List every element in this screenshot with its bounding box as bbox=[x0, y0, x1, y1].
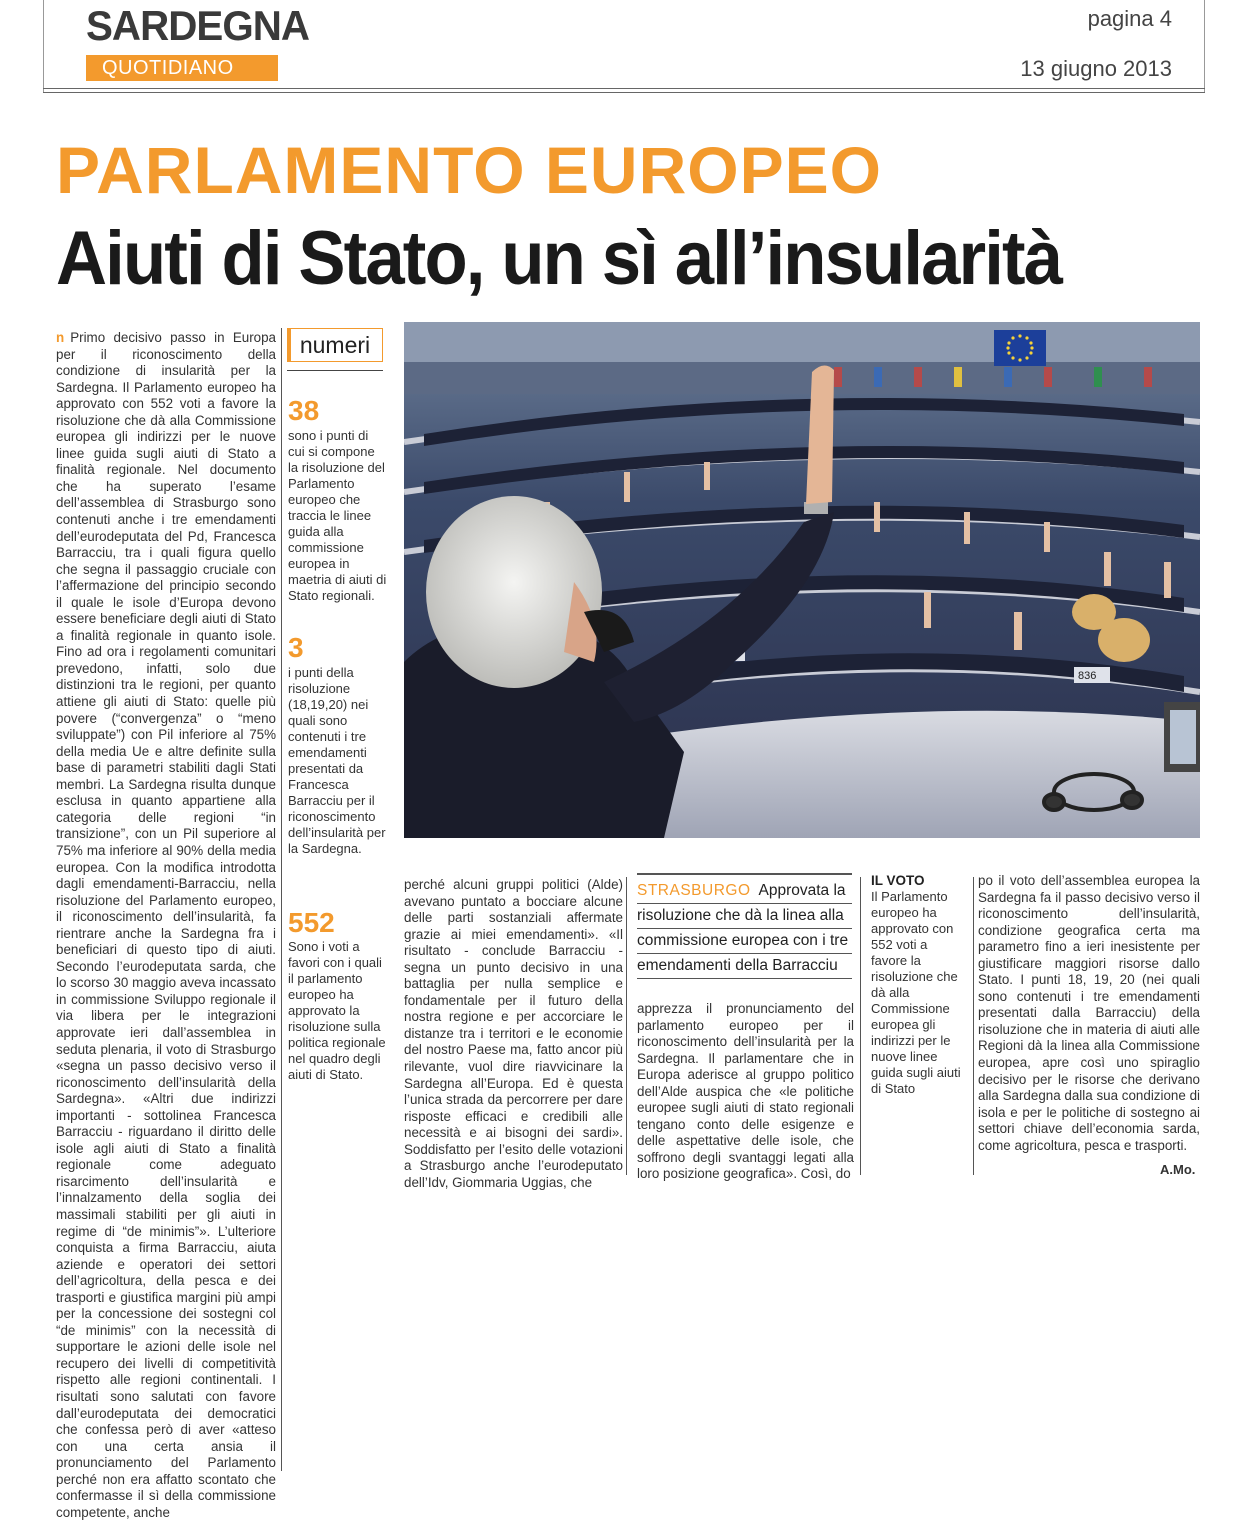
numeri-value-1: 38 bbox=[288, 395, 320, 426]
il-voto-title: IL VOTO bbox=[871, 873, 925, 888]
column-6-text: po il voto dell’assemblea europea la Sardegna fa il passo decisivo verso il riconoscimento dell’insularità, condizione geografica certa ma parametro fino a ieri inesistente per giustificare maggiori risorse dallo Stato. I punti 18, 19, 20 (nei quali sono contenuti i tre emendamenti presentati dalla Barracciu) della risoluzione che in materia di aiuti alle Regioni dà la linea alla Commissione europea, apre così uno spiraglio decisivo per le risorse che derivano alla Sardegna dalla sua condizione di isola e per le politiche di sostegno ai settori chiave dell’economia sarda, come agricoltura, pesca e trasporti. bbox=[978, 873, 1200, 1153]
issue-date: 13 giugno 2013 bbox=[1020, 56, 1172, 81]
newspaper-logo-sub: QUOTIDIANO bbox=[86, 55, 278, 81]
caption-text: Approvata la bbox=[758, 882, 846, 899]
photo-caption bbox=[637, 873, 852, 979]
newspaper-logo: SARDEGNA bbox=[86, 2, 310, 49]
column-1-text: Primo decisivo passo in Europa per il riconoscimento della condizione di insularità per la Sardegna. Il Parlamento europeo ha approvato con 552 voti a favore la risoluzione che dà alla Commissione europea gli indirizzi per le nuove linee guida sugli aiuti di Stato a finalità regionale. Nel documento che ha superato l’esame dell’assemblea di Strasburgo sono contenuti anche i tre emendamenti dell’eurodeputata del Pd, Francesca Barracciu, tra i quali figura quello che segna il passaggio cruciale con l’affermazione del principio secondo il quale le isole d’Europa devono essere beneficiare degli aiuti di Stato a finalità regionale in quanto isole. Fino ad ora i regolamenti comunitari prevedono, infatti, solo due distinzioni tra le regioni, per quanto attiene gli aiuti di Stato: quelle più povere (“convergenza” o “meno sviluppate”) con Pil inferiore al 75% della media Ue e altre definite sulla base di parametri stabiliti dagli Stati membri. La Sardegna risulta dunque esclusa in quanto appartiene alla categoria delle regioni “in transizione”, con un Pil superiore al 75% ma inferiore al 90% della media europea. Con la modifica introdotta dagli emendamenti-Barracciu, nella risoluzione del Parlamento europeo, il riconoscimento dell’insularità, fa rientrare anche la Sardegna fra i beneficiari di questo tipo di aiuti. Secondo l’eurodeputata sarda, che lo scorso 30 maggio aveva incassato in commissione Sviluppo regionale il via libera per le integrazioni approvate ieri dall’assemblea in seduta plenaria, il voto di Strasburgo «segna un passo decisivo verso il riconoscimento dell’insularità della Sardegna». «Altri due indirizzi importanti - sottolinea Francesca Barracciu - riguardano il diritto delle isole agli aiuti di Stato a finalità regionale come adeguato risarcimento dell’insularità e l’innalzamento della soglia dei massimali stabiliti per gli aiuti in regime di “de minimis”». L’ulteriore conquista a firma Barracciu, aiuta aziende e operatori dei settori dell’agricoltura, della pesca e dei trasporti e giustifica margini più ampi per la concessione dei sostegni col “de minimis” con la necessità di supportare le azioni delle isole nel recupero dei livelli di competitività rispetto alle regioni continentali. I risultati sono salutati con favore dall’eurodeputata dei democratici che confessa però di aver «atteso con una certa ansia il pronunciamento del Parlamento perché non era affatto scontato che confermasse il sì della commissione competente, anche bbox=[56, 330, 276, 1520]
il-voto-text: Il Parlamento europeo ha approvato con 552 voti a favore la risoluzione che dà alla Commissione europea gli indirizzi per le nuove linee guida sugli aiuti di Stato bbox=[871, 889, 961, 1096]
caption-line-4: emendamenti della Barracciu bbox=[637, 957, 838, 974]
column-divider bbox=[281, 328, 282, 1471]
section-kicker: PARLAMENTO EUROPEO bbox=[56, 133, 882, 207]
il-voto-box bbox=[871, 873, 966, 1097]
article-column-4 bbox=[637, 1001, 854, 1183]
frame-left-rule bbox=[43, 0, 44, 92]
numeri-accent-bar bbox=[287, 328, 291, 362]
caption-line-2: risoluzione che dà la linea alla bbox=[637, 904, 852, 929]
column-divider bbox=[973, 877, 974, 1175]
caption-line-1 bbox=[637, 879, 852, 904]
column-divider bbox=[860, 877, 861, 1175]
numeri-value-3: 552 bbox=[288, 907, 335, 938]
column-divider bbox=[626, 877, 627, 1175]
seat-label-text: 836 bbox=[1078, 670, 1097, 682]
masthead-rule bbox=[43, 88, 1205, 89]
parliament-vote-photo bbox=[404, 322, 1200, 838]
numeri-rule bbox=[287, 370, 383, 371]
column-3-text: perché alcuni gruppi politici (Alde) avevano puntato a bocciare alcune delle parti sostanziali affermate grazie ai miei emendamenti». «Il risultato - conclude Barracciu - segna un punto decisivo in una battaglia per nulla semplice e fondamentale per il futuro della nostra regione e per accorciare le distanze tra i territori e le economie del nostro Paese ma, fatto ancor più rilevante, vuol dire riavvicinare la Sardegna all’Europa. Ed è questa l’unica strada da percorrere per dare risposte efficaci e credibili alle necessità e ai bisogni dei sardi». Soddisfatto per l’esito delle votazioni a Strasburgo anche l’eurodeputato dell’Idv, Giommaria Uggias, che bbox=[404, 877, 623, 1190]
article-headline: Aiuti di Stato, un sì all’insularità bbox=[56, 216, 1062, 301]
numeri-value-2: 3 bbox=[288, 632, 304, 663]
column-4-text: apprezza il pronunciamento del parlamento europeo per il riconoscimento dell’insularità per la Sardegna. Il parlamentare che in Europa aderisce al gruppo politico dell’Alde auspica che «le politiche europee sugli aiuti di stato regionali tengano conto delle esigenze e delle aspettative delle isole, che soffrono degli svantaggi legati alla loro posizione geografica». Così, do bbox=[637, 1001, 854, 1182]
article-column-1 bbox=[56, 330, 276, 1520]
numeri-box-title: numeri bbox=[287, 328, 383, 362]
caption-line-3: commissione europea con i tre bbox=[637, 929, 852, 954]
numeri-text-2: i punti della risoluzione (18,19,20) nei quali sono contenuti i tre emendamenti presentati da Francesca Barracciu per il riconoscimento dell’insularità per la Sardegna. bbox=[288, 665, 386, 856]
numeri-text-1: sono i punti di cui si compone la risoluzione del Parlamento europeo che traccia le linee guida alla commissione europea in maetria di aiuti di Stato regionali. bbox=[288, 428, 387, 603]
page-number: pagina 4 bbox=[1087, 6, 1172, 31]
article-column-6 bbox=[978, 873, 1200, 1154]
author-signature: A.Mo. bbox=[1160, 1162, 1196, 1177]
frame-right-rule bbox=[1204, 0, 1205, 92]
bullet-marker: n bbox=[56, 330, 65, 345]
masthead-rule bbox=[43, 92, 1205, 93]
numeri-text-3: Sono i voti a favori con i quali il parlamento europeo ha approvato la risoluzione sulla politica regionale nel quadro degli aiuti di Stato. bbox=[288, 939, 386, 1082]
article-column-3 bbox=[404, 877, 623, 1191]
caption-kicker: STRASBURGO bbox=[637, 882, 751, 899]
